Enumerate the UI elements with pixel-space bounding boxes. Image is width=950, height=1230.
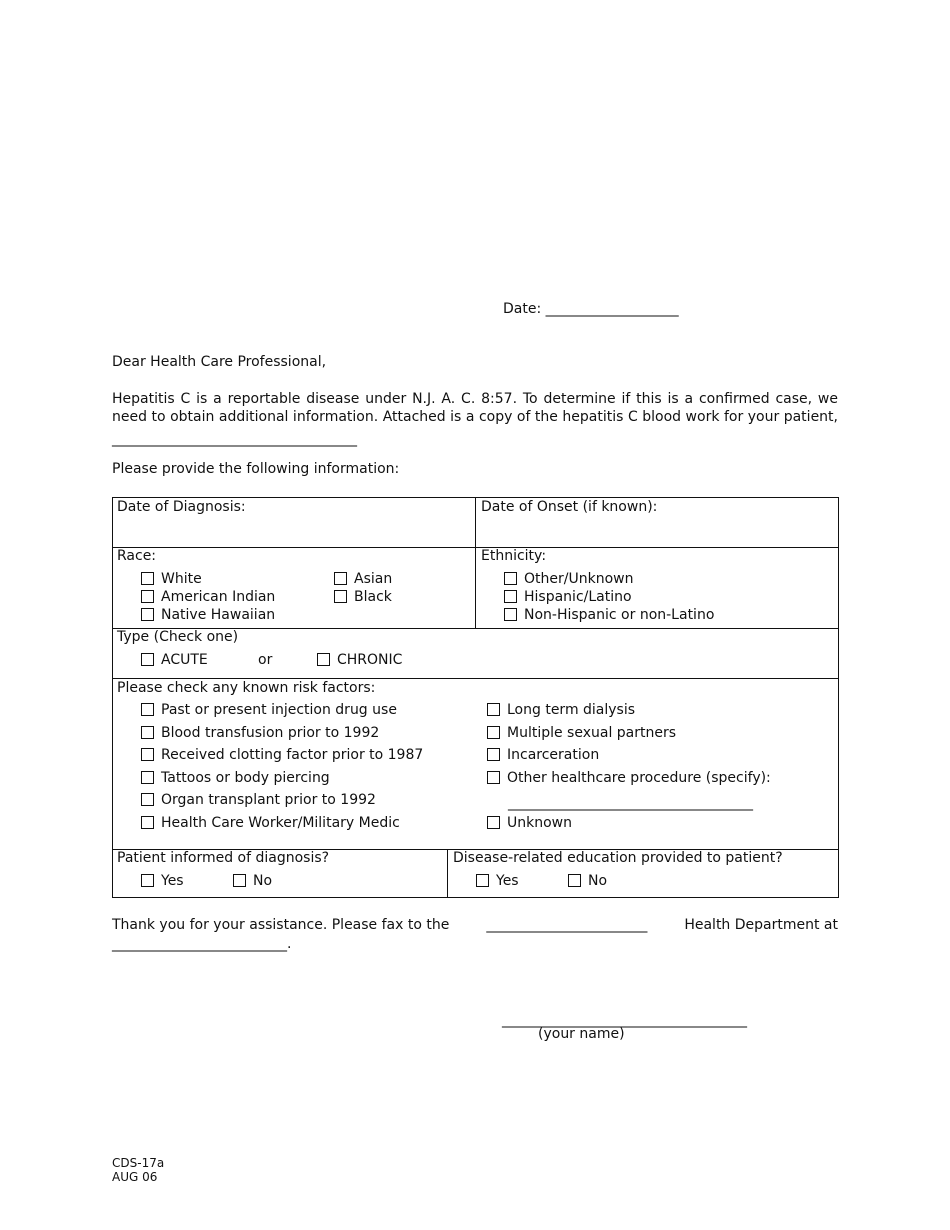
risk-injection-drug-use[interactable]: Past or present injection drug use — [141, 701, 397, 719]
risk-factors-label: Please check any known risk factors: — [117, 680, 376, 696]
checkbox[interactable] — [141, 816, 154, 829]
type-label: Type (Check one) — [117, 629, 239, 645]
education-provided-label: Disease-related education provided to patient? — [453, 850, 783, 866]
checkbox[interactable] — [476, 874, 489, 887]
risk-blood-transfusion[interactable]: Blood transfusion prior to 1992 — [141, 724, 379, 742]
checkbox[interactable] — [487, 771, 500, 784]
checkbox[interactable] — [141, 590, 154, 603]
race-option-black[interactable]: Black — [334, 588, 392, 606]
patient-informed-no[interactable]: No — [233, 872, 272, 890]
closing-text-end: Health Department at — [684, 917, 838, 933]
form-id: CDS-17a — [112, 1156, 165, 1170]
type-or-text: or — [258, 652, 273, 668]
checkbox[interactable] — [317, 653, 330, 666]
checkbox[interactable] — [487, 816, 500, 829]
date-field[interactable]: Date: ___________________ — [503, 301, 679, 317]
checkbox[interactable] — [141, 874, 154, 887]
signature-caption: (your name) — [538, 1026, 625, 1042]
risk-unknown[interactable]: Unknown — [487, 814, 572, 832]
risk-organ-transplant[interactable]: Organ transplant prior to 1992 — [141, 791, 376, 809]
checkbox[interactable] — [233, 874, 246, 887]
ethnicity-option-other-unknown[interactable]: Other/Unknown — [504, 570, 633, 588]
risk-clotting-factor[interactable]: Received clotting factor prior to 1987 — [141, 746, 423, 764]
race-option-white[interactable]: White — [141, 570, 202, 588]
race-option-asian[interactable]: Asian — [334, 570, 392, 588]
race-label: Race: — [117, 548, 157, 564]
type-option-chronic[interactable]: CHRONIC — [317, 651, 402, 669]
form-date: AUG 06 — [112, 1170, 158, 1184]
checkbox[interactable] — [141, 572, 154, 585]
checkbox[interactable] — [504, 608, 517, 621]
risk-other-healthcare-procedure[interactable]: Other healthcare procedure (specify): — [487, 769, 771, 787]
checkbox[interactable] — [141, 653, 154, 666]
education-provided-no[interactable]: No — [568, 872, 607, 890]
checkbox[interactable] — [487, 726, 500, 739]
checkbox[interactable] — [141, 703, 154, 716]
signature-line[interactable]: ___________________________________ — [502, 1012, 747, 1028]
checkbox[interactable] — [141, 771, 154, 784]
date-of-onset-label: Date of Onset (if known): — [481, 499, 658, 515]
salutation: Dear Health Care Professional, — [112, 354, 327, 370]
patient-informed-yes[interactable]: Yes — [141, 872, 184, 890]
checkbox[interactable] — [504, 572, 517, 585]
risk-incarceration[interactable]: Incarceration — [487, 746, 599, 764]
intro-paragraph: Hepatitis C is a reportable disease under N.J. A. C. 8:57. To determine if this is a confirmed case, we need to obtain additional information. Attached is a copy of the hepatitis C blood work for your patient, — [112, 391, 838, 425]
risk-long-term-dialysis[interactable]: Long term dialysis — [487, 701, 635, 719]
risk-multiple-partners[interactable]: Multiple sexual partners — [487, 724, 676, 742]
health-department-blank[interactable]: _______________________ — [486, 917, 648, 933]
education-provided-yes[interactable]: Yes — [476, 872, 519, 890]
checkbox[interactable] — [568, 874, 581, 887]
checkbox[interactable] — [141, 793, 154, 806]
closing-line — [112, 917, 838, 933]
type-option-acute[interactable]: ACUTE — [141, 651, 208, 669]
checkbox[interactable] — [504, 590, 517, 603]
instructions-text: Please provide the following information: — [112, 461, 400, 477]
checkbox[interactable] — [487, 703, 500, 716]
date-of-diagnosis-label: Date of Diagnosis: — [117, 499, 246, 515]
checkbox[interactable] — [141, 726, 154, 739]
ethnicity-option-non-hispanic[interactable]: Non-Hispanic or non-Latino — [504, 606, 714, 624]
risk-specify-blank[interactable]: ___________________________________ — [508, 795, 753, 811]
race-option-american-indian[interactable]: American Indian — [141, 588, 275, 606]
checkbox[interactable] — [334, 572, 347, 585]
closing-text-start: Thank you for your assistance. Please fax to the — [112, 917, 450, 933]
patient-name-blank[interactable]: ___________________________________ — [112, 431, 357, 447]
patient-informed-label: Patient informed of diagnosis? — [117, 850, 330, 866]
checkbox[interactable] — [141, 608, 154, 621]
checkbox[interactable] — [334, 590, 347, 603]
fax-number-blank[interactable]: _________________________. — [112, 936, 292, 952]
race-option-native-hawaiian[interactable]: Native Hawaiian — [141, 606, 275, 624]
ethnicity-option-hispanic-latino[interactable]: Hispanic/Latino — [504, 588, 632, 606]
checkbox[interactable] — [487, 748, 500, 761]
risk-health-care-worker[interactable]: Health Care Worker/Military Medic — [141, 814, 400, 832]
ethnicity-label: Ethnicity: — [481, 548, 547, 564]
risk-tattoos-piercing[interactable]: Tattoos or body piercing — [141, 769, 330, 787]
checkbox[interactable] — [141, 748, 154, 761]
